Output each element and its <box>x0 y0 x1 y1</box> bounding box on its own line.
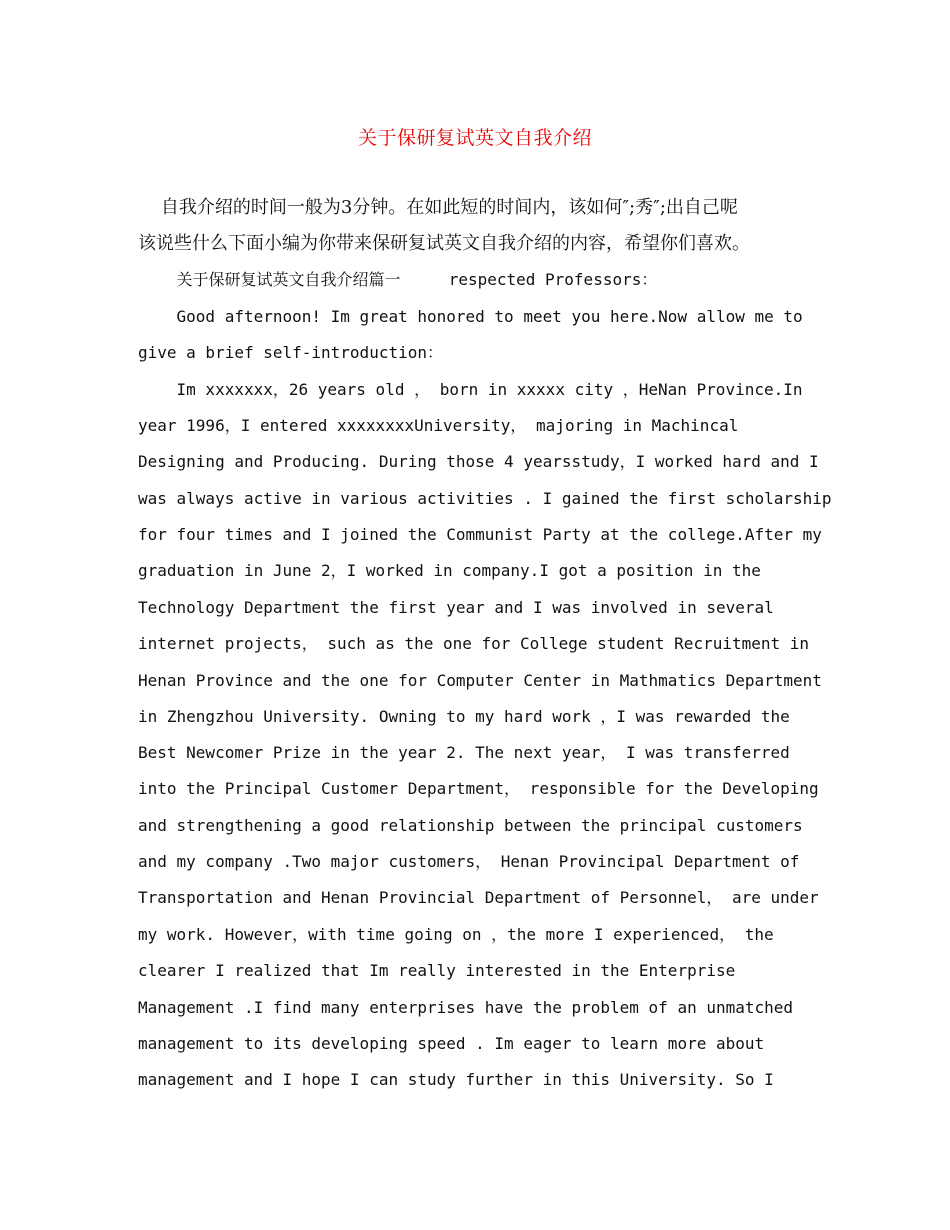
body-line: was always active in various activities . I gained the first scholarship <box>138 489 832 508</box>
body-line: and strengthening a good relationship between the principal customers <box>138 816 803 835</box>
body-line: management to its developing speed . Im eager to learn more about <box>138 1034 765 1053</box>
body-line: 自我介绍的时间一般为3分钟。在如此短的时间内，该如何″;秀″;出自己呢 <box>138 197 738 218</box>
body-line: Transportation and Henan Provincial Department of Personnel， are under <box>138 888 819 907</box>
body-line: Good afternoon! Im great honored to meet you here.Now allow me to <box>138 307 803 326</box>
body-line: management and I hope I can study further in this University. So I <box>138 1070 774 1089</box>
body-line: 该说些什么下面小编为你带来保研复试英文自我介绍的内容，希望你们喜欢。 <box>138 233 750 254</box>
body-line: clearer I realized that Im really interested in the Enterprise <box>138 961 736 980</box>
body-line: internet projects， such as the one for College student Recruitment in <box>138 634 810 653</box>
body-line: in Zhengzhou University. Owning to my hard work ，I was rewarded the <box>138 707 790 726</box>
body-line: my work. However，with time going on ，the more I experienced， the <box>138 925 774 944</box>
body-line: graduation in June 2，I worked in company.I got a position in the <box>138 561 761 580</box>
body-line: Management .I find many enterprises have the problem of an unmatched <box>138 998 794 1017</box>
document-title: 关于保研复试英文自我介绍 <box>357 127 592 149</box>
body-line: Technology Department the first year and I was involved in several <box>138 598 774 617</box>
body-line: and my company .Two major customers， Henan Provincipal Department of <box>138 852 800 871</box>
body-line: into the Principal Customer Department， responsible for the Developing <box>138 779 819 798</box>
body-line: 关于保研复试英文自我介绍篇一 respected Professors： <box>138 270 658 289</box>
body-line: for four times and I joined the Communist Party at the college.After my <box>138 525 822 544</box>
body-line: Henan Province and the one for Computer Center in Mathmatics Department <box>138 671 822 690</box>
body-line: Im xxxxxxx，26 years old ， born in xxxxx city ，HeNan Province.In <box>138 380 803 399</box>
body-line: Best Newcomer Prize in the year 2. The next year， I was transferred <box>138 743 790 762</box>
body-line: give a brief self-introduction： <box>138 343 443 362</box>
body-line: year 1996，I entered xxxxxxxxUniversity， majoring in Machincal <box>138 416 739 435</box>
body-line: Designing and Producing. During those 4 yearsstudy，I worked hard and I <box>138 452 819 471</box>
